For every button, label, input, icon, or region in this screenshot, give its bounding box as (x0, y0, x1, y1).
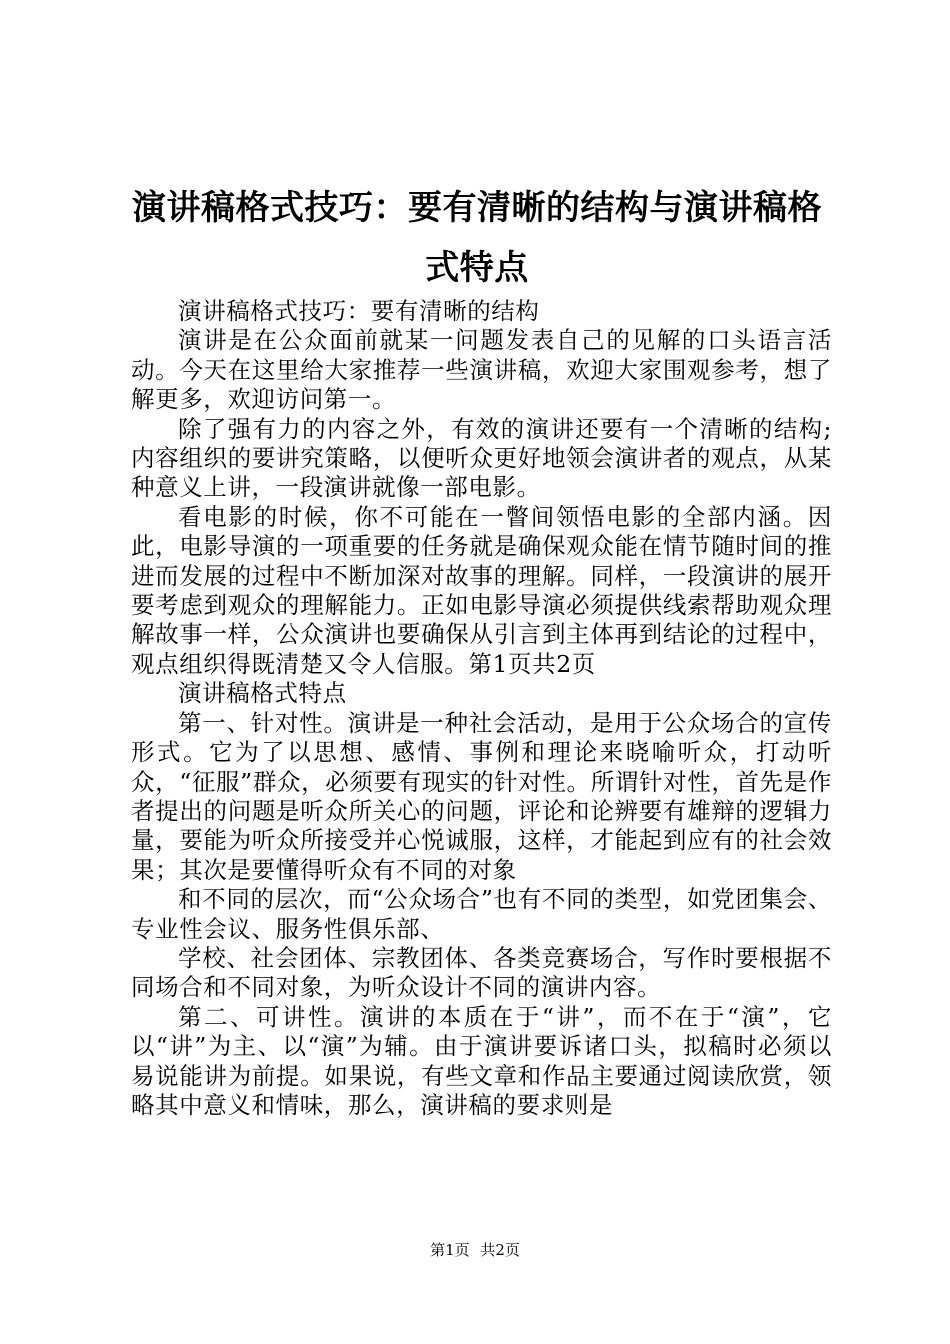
document-body (131, 297, 832, 1120)
paragraph: 看电影的时候，你不可能在一瞥间领悟电影的全部内涵。因此，电影导演的一项重要的任务就是确保观众能在情节随时间的推进而发展的过程中不断加深对故事的理解。同样，一段演讲的展开要考虑到观众的理解能力。正如电影导演必须提供线索帮助观众理解故事一样，公众演讲也要确保从引言到主体再到结论的过程中，观点组织得既清楚又令人信服。第1页共2页 (131, 502, 832, 678)
paragraph: 学校、社会团体、宗教团体、各类竞赛场合，写作时要根据不同场合和不同对象，为听众设计不同的演讲内容。 (131, 943, 832, 1002)
page-number: 第1页 (430, 1241, 470, 1259)
page-footer (0, 1240, 950, 1260)
paragraph: 第一、针对性。演讲是一种社会活动，是用于公众场合的宣传形式。它为了以思想、感情、事例和理论来晓喻听众，打动听众，“征服”群众，必须要有现实的针对性。所谓针对性，首先是作者提出的问题是听众所关心的问题，评论和论辨要有雄辩的逻辑力量，要能为听众所接受并心悦诚服，这样，才能起到应有的社会效果；其次是要懂得听众有不同的对象 (131, 708, 832, 884)
paragraph: 演讲稿格式技巧：要有清晰的结构 (178, 297, 540, 325)
paragraph: 第二、可讲性。演讲的本质在于“讲”，而不在于“演”，它以“讲”为主、以“演”为辅。由于演讲要诉诸口头，拟稿时必须以易说能讲为前提。如果说，有些文章和作品主要通过阅读欣赏，领略其中意义和情味，那么，演讲稿的要求则是 (131, 1002, 832, 1119)
page-total: 共2页 (480, 1241, 520, 1259)
document-title: 演讲稿格式技巧：要有清晰的结构与演讲稿格式特点 (132, 188, 822, 288)
paragraph: 演讲是在公众面前就某一问题发表自己的见解的口头语言活动。今天在这里给大家推荐一些演讲稿，欢迎大家围观参考，想了解更多，欢迎访问第一。 (131, 326, 832, 414)
paragraph: 演讲稿格式特点 (178, 679, 347, 708)
paragraph: 和不同的层次，而“公众场合”也有不同的类型，如党团集会、专业性会议、服务性俱乐部、 (131, 885, 832, 943)
paragraph: 除了强有力的内容之外，有效的演讲还要有一个清晰的结构;内容组织的要讲究策略，以便听众更好地领会演讲者的观点，从某种意义上讲，一段演讲就像一部电影。 (131, 414, 832, 502)
